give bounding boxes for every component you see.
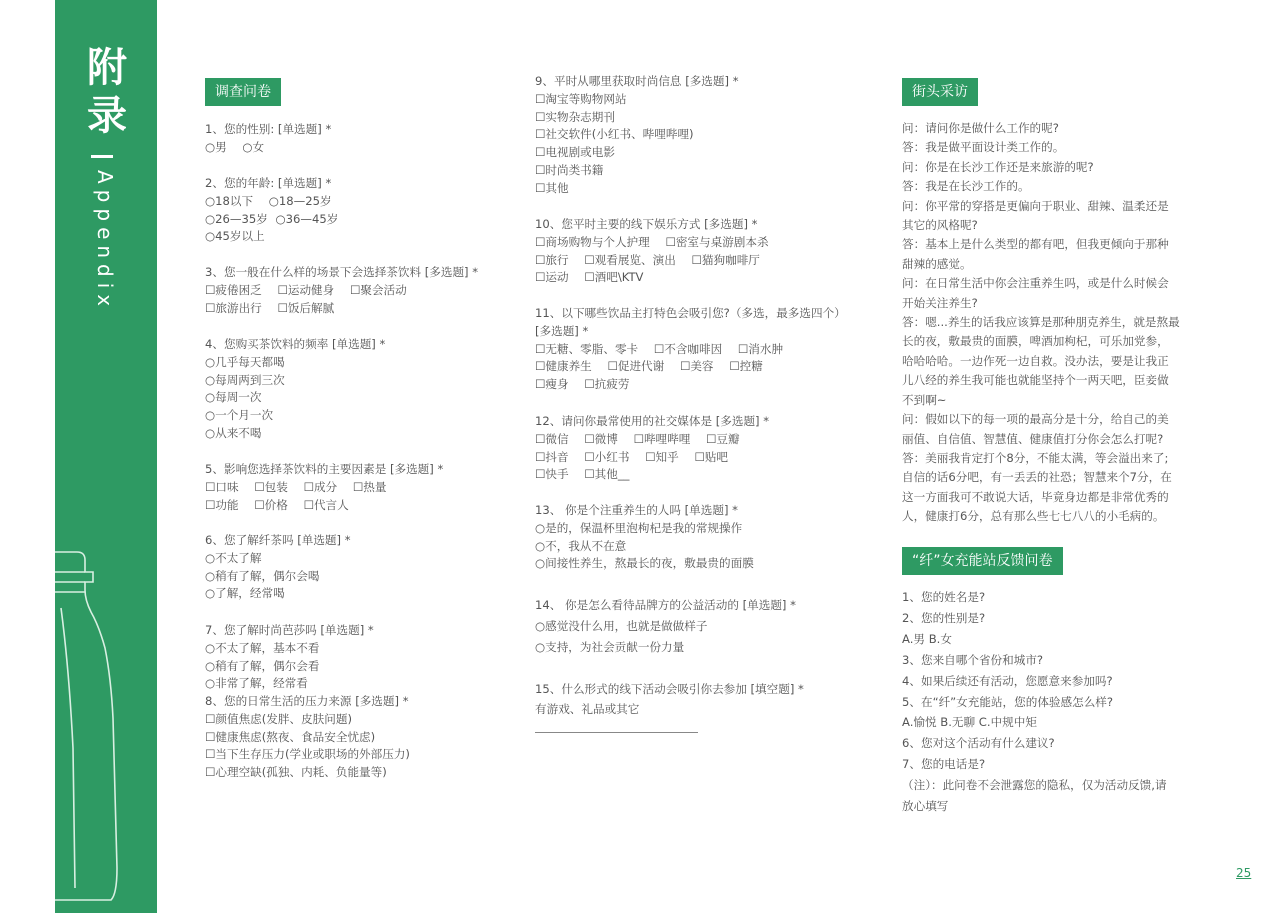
interview-line: 答：我是做平面设计类工作的。 [902,140,1065,155]
feedback-heading: “纤”女充能站反馈问卷 [902,547,1063,575]
radio-option[interactable]: ○每周两到三次 [205,372,285,387]
checkbox-option[interactable]: ☐热量 [352,479,387,494]
checkbox-option[interactable]: ☐代言人 [303,497,349,512]
feedback-line: 5、在“纤”女充能站，您的体验感怎么样? [902,694,1114,709]
feedback-line: 3、您来自哪个省份和城市? [902,652,1044,667]
checkbox-option[interactable]: ☐微信 [535,431,569,446]
appendix-title [79,44,135,140]
interview-line: 问：你平常的穿搭是更偏向于职业、甜辣、温柔还是 [902,198,1169,213]
interview-line: 问：你是在长沙工作还是来旅游的呢? [902,159,1094,174]
checkbox-option[interactable]: ☐聚会活动 [349,282,407,297]
checkbox-option[interactable]: ☐运动健身 [277,282,335,297]
feedback-option[interactable]: A.男 B.女 [902,631,952,646]
question-15 [535,679,865,719]
appendix-title-char-1: 附 [87,45,127,91]
page-number: 25 [1236,866,1252,880]
interview-line: 哈哈哈哈。一边作死一边自救。没办法，要是让我正 [902,353,1169,368]
feedback-note: （注）：此问卷不会泄露您的隐私，仅为活动反馈,请 [902,778,1167,793]
radio-option[interactable]: ○45岁以上 [205,229,265,244]
interview-line: 答：基本上是什么类型的都有吧，但我更倾向于那种 [902,237,1169,252]
checkbox-option[interactable]: ☐淘宝等购物网站 [535,91,627,106]
interview-line: 答：美丽我肯定打个8分，不能太满，等会溢出来了; [902,450,1169,465]
question-title: 11、以下哪些饮品主打特色会吸引您?（多选，最多选四个） [535,306,846,320]
option-row [535,358,865,376]
sidebar [55,0,157,913]
interview-line: 开始关注养生? [902,295,978,310]
question-3 [205,264,515,317]
question-5 [205,461,515,514]
radio-option[interactable]: ○是的，保温杯里泡枸杞是我的常规操作 [535,520,743,535]
radio-option[interactable]: ○女 [242,139,265,154]
feedback-note: 放心填写 [902,799,949,814]
question-11 [535,305,865,394]
radio-option[interactable]: ○感觉没什么用，也就是做做样子 [535,619,708,633]
radio-option[interactable]: ○稍有了解，偶尔会看 [205,658,320,673]
option-row [535,449,865,467]
checkbox-option[interactable]: ☐微博 [584,431,618,446]
checkbox-option[interactable]: ☐心理空缺(孤独、内耗、负能量等) [205,765,387,780]
question-title: 6、您了解纤茶吗 [单选题] * [205,533,351,547]
feedback-line: 6、您对这个活动有什么建议? [902,736,1055,751]
question-12 [535,413,865,484]
option-row [535,269,865,287]
checkbox-option[interactable]: ☐不含咖啡因 [653,341,723,356]
radio-option[interactable]: ○从来不喝 [205,425,262,440]
checkbox-option[interactable]: ☐抖音 [535,449,569,464]
checkbox-option[interactable]: ☐健康焦虑(熬夜、食品安全忧虑) [205,729,376,744]
checkbox-option[interactable]: ☐运动 [535,270,569,285]
question-title: 4、您购买茶饮料的频率 [单选题] * [205,337,386,351]
radio-option[interactable]: ○稍有了解，偶尔会喝 [205,568,320,583]
checkbox-option[interactable]: ☐瘦身 [535,377,569,392]
option-row [535,234,865,252]
option-row [205,497,515,515]
question-7 [205,622,515,693]
checkbox-option[interactable]: ☐豆瓣 [706,431,740,446]
checkbox-option[interactable]: ☐电视剧或电影 [535,145,615,160]
checkbox-option[interactable]: ☐观看展览、演出 [584,252,676,267]
option-row [205,300,515,318]
checkbox-option[interactable]: ☐颜值焦虑(发胖、皮肤问题) [205,711,352,726]
option-row [205,228,515,246]
interview-line: 自信的话6分吧，有一丢丢的社恐；智慧来个7分，在 [902,470,1172,485]
question-title: 2、您的年龄: [单选题] * [205,176,332,190]
checkbox-option[interactable]: ☐疲倦困乏 [205,282,262,297]
question-6 [205,532,515,603]
radio-option[interactable]: ○男 [205,139,227,154]
interview-line: 答：我是在长沙工作的。 [902,179,1030,194]
question-title: 10、您平时主要的线下娱乐方式 [多选题] * [535,217,758,231]
option-row [535,341,865,359]
feedback-line: 7、您的电话是? [902,757,986,772]
option-row [535,431,865,449]
radio-option[interactable]: ○18—25岁 [268,193,332,208]
option-row [535,376,865,394]
interview-line: 人，健康打6分，总有那么些七七八八的小毛病的。 [902,509,1165,524]
checkbox-option[interactable]: ☐价格 [254,497,288,512]
radio-option[interactable]: ○间接性养生，熬最长的夜，敷最贵的面膜 [535,556,754,571]
checkbox-option[interactable]: ☐小红书 [584,449,630,464]
question-13 [535,502,865,573]
radio-option[interactable]: ○18以下 [205,193,254,208]
option-row [535,252,865,270]
radio-option[interactable]: ○几乎每天都喝 [205,354,285,369]
interview-line: 丽值、自信值、智慧值、健康值打分你会怎么打呢? [902,431,1164,446]
question-title: 5、影响您选择茶饮料的主要因素是 [多选题] * [205,462,444,476]
interview-text [902,119,1192,527]
checkbox-option[interactable]: ☐其他 [535,180,569,195]
checkbox-option[interactable]: ☐贴吧 [694,449,729,464]
question-2 [205,175,515,246]
radio-option[interactable]: ○不太了解 [205,550,262,565]
checkbox-option[interactable]: ☐酒吧\KTV [584,270,644,285]
option-row [205,139,515,157]
question-10 [535,216,865,287]
appendix-subtitle: Appendix [93,170,117,313]
feedback-line: 2、您的性别是? [902,610,986,625]
interview-line: 长的夜，敷最贵的面膜，啤酒加枸杞，可乐加党参， [902,334,1169,349]
question-title: 13、 你是个注重养生的人吗 [单选题] * [535,503,738,517]
checkbox-option[interactable]: ☐商场购物与个人护理 [535,234,650,249]
option-row [205,193,515,211]
question-title: 8、您的日常生活的压力来源 [多选题] * [205,694,409,708]
interview-line: 其它的风格呢? [902,218,978,233]
checkbox-option[interactable]: ☐社交软件(小红书、哔哩哔哩) [535,127,694,142]
checkbox-option[interactable]: ☐知乎 [645,449,679,464]
checkbox-option[interactable]: ☐旅游出行 [205,300,262,315]
question-title: 7、您了解时尚芭莎吗 [单选题] * [205,623,374,637]
radio-option[interactable]: ○非常了解，经常看 [205,676,308,691]
checkbox-option[interactable]: ☐抗疲劳 [584,377,630,392]
checkbox-option[interactable]: ☐控糖 [729,359,763,374]
radio-option[interactable]: ○一个月一次 [205,408,274,423]
checkbox-option[interactable]: ☐密室与桌游剧本杀 [665,234,769,249]
question-title: 12、请问你最常使用的社交媒体是 [多选题] * [535,414,770,428]
option-row [205,282,515,300]
question-title: 9、平时从哪里获取时尚信息 [多选题] * [535,74,739,88]
question-1 [205,121,515,157]
interview-line: 儿八经的养生我可能也就能坚持个一两天吧，臣妾做 [902,373,1169,388]
question-title-type: [多选题] * [535,323,589,338]
interview-line: 不到啊~ [902,392,947,407]
checkbox-option[interactable]: ☐无糖、零脂、零卡 [535,341,639,356]
radio-option[interactable]: ○不，我从不在意 [535,538,627,553]
feedback-survey [902,587,1192,817]
interview-line: 问：在日常生活中你会注重养生吗，或是什么时候会 [902,276,1169,291]
radio-option[interactable]: ○不太了解，基本不看 [205,640,320,655]
checkbox-option[interactable]: ☐功能 [205,497,239,512]
interview-line: 答：嗯...养生的话我应该算是那种朋克养生，就是熬最 [902,315,1180,330]
checkbox-option[interactable]: ☐实物杂志期刊 [535,109,615,124]
interview-line: 问：假如以下的每一项的最高分是十分，给自己的美 [902,412,1169,427]
checkbox-option[interactable]: ☐包装 [254,479,288,494]
appendix-title-char-2: 录 [87,93,127,139]
checkbox-option[interactable]: ☐猫狗咖啡厅 [691,252,760,267]
question-title: 15、什么形式的线下活动会吸引你去参加 [填空题] * [535,682,804,696]
title-divider [91,155,113,158]
checkbox-option[interactable]: ☐饭后解腻 [277,300,335,315]
checkbox-option[interactable]: ☐其他__ [584,467,630,482]
checkbox-option[interactable]: ☐促进代谢 [607,359,665,374]
interview-heading: 街头采访 [902,78,978,106]
option-row [535,466,865,484]
checkbox-option[interactable]: ☐消水肿 [737,341,784,356]
interview-line: 甜辣的感觉。 [902,256,972,271]
checkbox-option[interactable]: ☐时尚类书籍 [535,162,604,177]
fill-answer[interactable]: 有游戏、礼品或其它 [535,702,640,716]
radio-option[interactable]: ○支持，为社会贡献一份力量 [535,640,685,654]
checkbox-option[interactable]: ☐旅行 [535,252,569,267]
radio-option[interactable]: ○36—45岁 [275,211,339,226]
checkbox-option[interactable]: ☐美容 [679,359,714,374]
checkbox-option[interactable]: ☐成分 [303,479,338,494]
question-title: 3、您一般在什么样的场景下会选择茶饮料 [多选题] * [205,265,479,279]
question-4 [205,336,515,443]
option-row [205,211,515,229]
interview-line: 这一方面我可不敢说大话，毕竟身边都是非常优秀的 [902,489,1169,504]
option-row [205,479,515,497]
checkbox-option[interactable]: ☐快手 [535,467,569,482]
survey-heading: 调查问卷 [205,78,281,106]
question-9 [535,73,865,198]
checkbox-option[interactable]: ☐健康养生 [535,359,592,374]
answer-underline [535,732,698,733]
question-title: 1、您的性别: [单选题] * [205,122,332,136]
checkbox-option[interactable]: ☐当下生存压力(学业或职场的外部压力) [205,747,410,762]
feedback-option[interactable]: A.愉悦 B.无聊 C.中规中矩 [902,715,1037,730]
feedback-line: 4、如果后续还有活动，您愿意来参加吗? [902,673,1113,688]
question-8 [205,693,515,782]
radio-option[interactable]: ○每周一次 [205,390,262,405]
bottle-illustration [55,548,157,913]
question-title: 14、 你是怎么看待品牌方的公益活动的 [单选题] * [535,598,796,612]
feedback-line: 1、您的姓名是? [902,590,986,604]
checkbox-option[interactable]: ☐口味 [205,479,239,494]
question-14 [535,595,865,658]
radio-option[interactable]: ○了解，经常喝 [205,586,285,601]
interview-line: 问：请问你是做什么工作的呢? [902,121,1059,135]
checkbox-option[interactable]: ☐哔哩哔哩 [633,431,691,446]
radio-option[interactable]: ○26—35岁 [205,211,268,226]
